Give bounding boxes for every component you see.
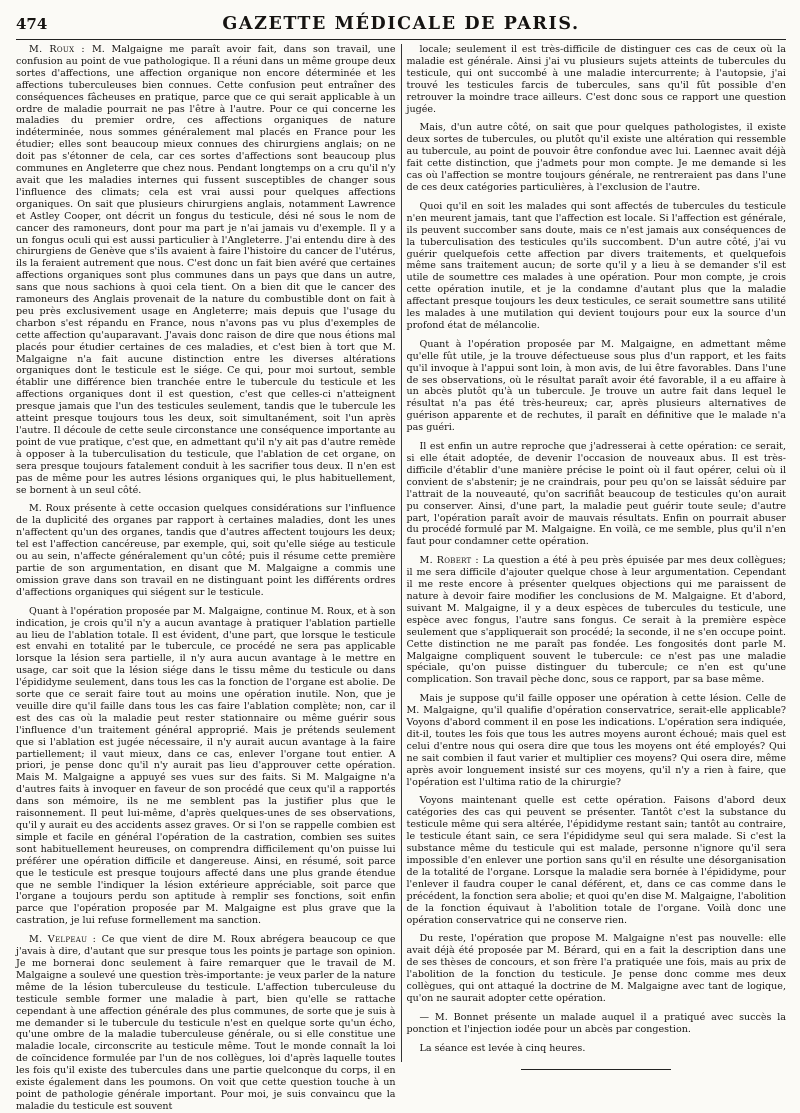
- speaker-name: M. Velpeau :: [29, 934, 102, 946]
- paragraph: [407, 122, 787, 193]
- page-header: [16, 14, 786, 36]
- right-column: [402, 44, 787, 1062]
- paragraph: [407, 441, 787, 548]
- paragraph-text: La question a été à peu près épuisée par mes deux collègues; il me sera difficile d'ajouter quelque chose à leur argumentation. Cependant il me reste encore à présenter quelques objections qui me paraissent de nature à devoir faire modifier les conclusions de M. Malgaigne. Et d'abord, suivant M. Malgaigne, il y a deux espèces de tubercules du testicule, une espèce avec fongus, l'autre sans fongus. Ce serait à la première espèce seulement que s'appliquerait son procédé; la seconde, il ne s'en occupe point. Cette distinction ne me paraît pas fondée. Les fongosités dont parle M. Malgaigne compliquent souvent le tubercule: ce n'est pas une maladie spéciale, qu'on puisse distinguer du tubercule; ce n'en est qu'une complication. Son travail pèche donc, sous ce rapport, par sa base même.: [406, 555, 786, 686]
- paragraph-text: Quant à l'opération proposée par M. Malgaigne, en admettant même qu'elle fût utile, je la trouve défectueuse sous plus d'un rapport, et les faits qu'il invoque à l'appui sont loin, à mon avis, de lui être favorables. Dans l'une de ses observations, où le résultat paraît avoir été favorable, il a eu affaire à un abcès plutôt qu'à un tubercule. Je trouve un autre fait dans lequel le résultat n'a pas été très-heureux; car, après plusieurs alternatives de guérison apparente et de rechutes, il paraît en définitive que le malade n'a pas guéri.: [406, 338, 786, 434]
- paragraph: [16, 44, 396, 496]
- paragraph: [16, 934, 396, 1113]
- paragraph-text: Mais, d'un autre côté, on sait que pour quelques pathologistes, il existe deux sortes de tubercules, ou plutôt qu'il existe une altération qui ressemble au tubercule, au point de pouvoir être confondue avec lui. Laennec avait déjà fait cette distinction, que j'admets pour mon compte. Je me demande si les cas où l'affection se montre toujours générale, ne rentreraient pas dans l'une de ces deux catégories particulières, à l'exclusion de l'autre.: [406, 122, 786, 193]
- paragraph: [407, 1012, 787, 1036]
- speaker-name: M. Roux :: [29, 44, 92, 55]
- paragraph-text: Mais je suppose qu'il faille opposer une opération à cette lésion. Celle de M. Malgaigne, qu'il qualifie d'opération conservatrice, serait-elle applicable? Voyons d'abord comment il en pose les indications. L'opération sera indiquée, dit-il, toutes les fois que tous les autres moyens auront échoué; mais quel est celui d'entre nous qui osera dire que tous les moyens ont été employés? Qui ne sait combien il faut varier et multiplier ces moyens? Qui osera dire, même après avoir longuement insisté sur ces moyens, qu'il n'y a rien à faire, que l'opération est l'ultima ratio de la chirurgie?: [406, 693, 786, 788]
- paragraph-text: M. Roux présente à cette occasion quelques considérations sur l'influence de la duplicité des organes par rapport à certaines maladies, dont les unes n'affectent qu'un des organes, tandis que d'autres affectent toujours les deux; tel est l'affection cancéreuse, par exemple, qui, soit qu'elle siége au testicule ou au sein, n'affecte généralement qu'un côté; puis il résume cette première partie de son argumentation, en disant que M. Malgaigne a commis une omission grave dans son travail en ne distinguant point les différents ordres d'affections organiques qui siégent sur le testicule.: [16, 503, 396, 598]
- paragraph: [407, 933, 787, 1004]
- journal-title: GAZETTE MÉDICALE DE PARIS.: [222, 14, 580, 34]
- paragraph: [407, 44, 787, 115]
- paragraph-text: Quoi qu'il en soit les malades qui sont affectés de tubercules du testicule n'en meurent jamais, tant que l'affection est locale. Si l'affection est générale, ils peuvent succomber sans doute, mais ce n'est jamais aux conséquences de la tuberculisation des testicules qu'ils succombent. D'un autre côté, j'ai vu guérir quelquefois cette affection par divers traitements, et quelquefois même sans traitement aucun; de sorte qu'il y a lieu à se demander s'il est utile de soumettre ces malades à une opération. Pour mon compte, je crois cette opération inutile, et je la condamne d'autant plus que la maladie affectant presque toujours les deux testicules, ce serait soumettre sans utilité les malades à une mutilation qui devient toujours pour eux la source d'un profond état de mélancolie.: [406, 200, 786, 331]
- left-column: [16, 44, 401, 1112]
- paragraph-text: Voyons maintenant quelle est cette opération. Faisons d'abord deux catégories des cas qui peuvent se présenter. Tantôt c'est la substance du testicule même qui sera altérée, l'épididyme restant sain; tantôt au contraire, le testicule étant sain, ce sera l'épididyme seul qui sera malade. Si c'est la substance même du testicule qui est malade, personne n'ignore qu'il sera impossible d'en enlever une portion sans qu'il en résulte une désorganisation de la totalité de l'organe. Lorsque la maladie sera bornée à l'épididyme, pour l'enlever il faudra couper le canal déférent, et, dans ce cas comme dans le précédent, la fonction sera abolie; et quoi qu'en dise M. Malgaigne, l'abolition de la fonction équivaut à l'abolition totale de l'organe. Voilà donc une opération conservatrice qui ne conserve rien.: [406, 795, 786, 926]
- paragraph-text: — M. Bonnet présente un malade auquel il a pratiqué avec succès la ponction et l'injection iodée pour un abcès par congestion.: [406, 1011, 786, 1035]
- speaker-name: M. Robert :: [419, 555, 483, 567]
- paragraph: [407, 339, 787, 434]
- paragraph-text: Du reste, l'opération que propose M. Malgaigne n'est pas nouvelle: elle avait déjà été proposée par M. Bérard, qui en a fait la description dans une de ses thèses de concours, et son frère l'a pratiquée une fois, mais au prix de l'abolition de la fonction du testicule. Je pense donc comme mes deux collègues, qui ont attaqué la doctrine de M. Malgaigne avec tant de logique, qu'on ne saurait adopter cette opération.: [406, 933, 786, 1004]
- paragraph: [407, 795, 787, 926]
- paragraph: [407, 693, 787, 788]
- paragraph-text: Il est enfin un autre reproche que j'adresserai à cette opération: ce serait, si elle était adoptée, de devenir l'occasion de nouveaux abus. Il est très-difficile d'établir d'une manière précise le point où il faut opérer, celui où il convient de s'abstenir; je ne craindrais, pour peu qu'on se laissât séduire par l'attrait de la nouveauté, qu'on sacrifiât beaucoup de testicules qu'on aurait pu conserver. Ainsi, d'une part, la maladie peut guérir toute seule; d'autre part, l'opération paraît avoir de mauvais résultats. Enfin on pourrait abuser du procédé formulé par M. Malgaigne. En voilà, ce me semble, plus qu'il n'en faut pour condamner cette opération.: [406, 441, 786, 548]
- paragraph-text: Quant à l'opération proposée par M. Malgaigne, continue M. Roux, et à son indication, je crois qu'il n'y a aucun avantage à pratiquer l'ablation partielle au lieu de l'ablation totale. Il est évident, d'une part, que lorsque le testicule est envahi en totalité par le tubercule, ce procédé ne sera pas applicable lorsque la lésion sera partielle, il n'y aura aucun avantage à le mettre en usage, car soit que la lésion siége dans le tissu même du testicule ou dans l'épididyme seulement, dans tous les cas la fonction de l'organe est abolie. De sorte que ce serait faire tout au moins une opération inutile. Non, que je veuille dire qu'il faille dans tous les cas faire l'ablation complète; non, car il est des cas où la maladie peut rester stationnaire ou même guérir sous l'influence d'un traitement général approprié. Mais je prétends seulement que si l'ablation est jugée nécessaire, il n'y aurait aucun avantage à la faire partiellement; il vaut mieux, dans ce cas, enlever l'organe tout entier. A priori, je pense donc qu'il n'y aurait pas lieu d'approuver cette opération. Mais M. Malgaigne a appuyé ses vues sur des faits. Si M. Malgaigne n'a d'autres faits à invoquer en faveur de son procédé que ceux qu'il a rapportés dans son mémoire, ils ne me semblent pas la justifier plus que le raisonnement. Il peut lui-même, d'après quelques-unes de ses observations, qu'il y aurait eu des accidents assez graves. Or si l'on se rappelle combien est simple et facile en général l'opération de la castration, combien ses suites sont habituellement heureuses, on comprendra difficilement qu'on puisse lui préférer une opération difficile et dangereuse. Ainsi, en résumé, soit parce que le testicule est presque toujours affecté dans une plus grande étendue que ne semble l'indiquer la lésion extérieure appréciable, soit parce que l'organe a toujours perdu son aptitude à remplir ses fonctions, soit enfin parce que l'opération proposée par M. Malgaigne est plus grave que la castration, je lui refuse formellement ma sanction.: [16, 605, 396, 927]
- paragraph: [16, 503, 396, 598]
- header-rule: [16, 39, 786, 40]
- paragraph: [16, 606, 396, 927]
- article-columns: [16, 44, 786, 1112]
- paragraph: [407, 201, 787, 332]
- paragraph-text: La séance est levée à cinq heures.: [419, 1042, 586, 1054]
- paragraph: [407, 555, 787, 686]
- paragraph-text: Ce que vient de dire M. Roux abrégera beaucoup ce que j'avais à dire, d'autant que sur presque tous les points je partage son opinion. Je me bornerai donc seulement à faire remarquer que le travail de M. Malgaigne a soulevé une question très-importante: je veux parler de la nature même de la lésion tuberculeuse du testicule. L'affection tuberculeuse du testicule semble former une maladie à part, bien qu'elle se rattache cependant à une affection générale des plus communes, de sorte que je suis à me demander si le tubercule du testicule n'est en quelque sorte qu'un écho, qu'une ombre de la maladie tuberculeuse générale, ou si elle constitue une maladie locale, circonscrite au testicule même. Tout le monde connaît la loi de coïncidence formulée par l'un de nos collègues, loi d'après laquelle toutes les fois qu'il existe des tubercules dans une partie quelconque du corps, il en existe également dans les poumons. On voit que cette question touche à un point de pathologie générale important. Pour moi, je suis convaincu que la maladie du testicule est souvent: [16, 934, 396, 1112]
- closing-rule: [521, 1069, 671, 1070]
- paragraph-text: M. Malgaigne me paraît avoir fait, dans son travail, une confusion au point de vue pathologique. Il a réuni dans un même groupe deux sortes d'affections, une affection organique non encore déterminée et les affections tuberculeuses bien connues. Cette confusion peut entraîner des conséquences fâcheuses en pratique, parce que ce qui serait applicable à un ordre de maladie pourrait ne pas l'être à l'autre. Pour ce qui concerne les maladies du premier ordre, ces affections organiques de nature indéterminée, nous sommes généralement mal placés en France pour les étudier; elles sont beaucoup mieux connues des chirurgiens anglais; on ne doit pas s'étonner de cela, car ces sortes d'affections sont beaucoup plus communes en Angleterre que chez nous. Pendant longtemps on a cru qu'il n'y avait que les maladies internes qui fussent susceptibles de changer sous l'influence des climats; cela est vrai aussi pour quelques affections organiques. On sait que plusieurs chirurgiens anglais, notamment Lawrence et Astley Cooper, ont décrit un fongus du testicule, dési né sous le nom de cancer des ramoneurs, dont pour ma part je n'ai jamais vu d'exemple. Il y a un fongus oculi qui est aussi particulier à l'Angleterre. J'ai entendu dire à des chirurgiens de Genève que s'ils avaient à faire l'histoire du cancer de l'utérus, ils la feraient autrement que nous. C'est donc un fait bien avéré que certaines affections organiques sont plus communes dans un pays que dans un autre, sans que nous sachions à quoi cela tient. On a bien dit que le cancer des ramoneurs des Anglais provenait de la nature du combustible dont on fait à peu près exclusivement usage en Angleterre; mais depuis que l'usage du charbon s'est répandu en France, nous n'avons pas vu plus d'exemples de cette affection qu'auparavant. J'avais donc raison de dire que nous étions mal placés pour étudier certaines de ces maladies, et c'est bien à tort que M. Malgaigne n'a fait aucune distinction entre les diverses altérations organiques dont le testicule est le siége. Ce qui, pour moi surtout, semble établir une différence bien tranchée entre le tubercule du testicule et les affections organiques dont il est question, c'est que celles-ci n'atteignent presque jamais que l'un des testicules seulement, tandis que le tubercule les atteint presque toujours tous les deux, soit simultanément, soit l'un après l'autre. Il découle de cette seule circonstance une conséquence importante au point de vue pratique, c'est que, en admettant qu'il n'y ait pas d'autre remède à opposer à la tuberculisation du testicule, que l'ablation de cet organe, on sera presque toujours fatalement conduit à les sacrifier tous deux. Il n'en est pas de même pour les autres lésions organiques qui, le plus habituellement, se bornent à un seul côté.: [16, 44, 396, 496]
- paragraph: [407, 1043, 787, 1055]
- page-number: 474: [16, 15, 48, 33]
- paragraph-text: locale; seulement il est très-difficile de distinguer ces cas de ceux où la maladie est générale. Ainsi j'ai vu plusieurs sujets atteints de tubercules du testicule, qui ont succombé à une maladie intercurrente; à l'autopsie, j'ai trouvé les testicules farcis de tubercules, sans qu'il fût possible d'en retrouver la moindre trace ailleurs. C'est donc sous ce rapport une question jugée.: [406, 44, 786, 115]
